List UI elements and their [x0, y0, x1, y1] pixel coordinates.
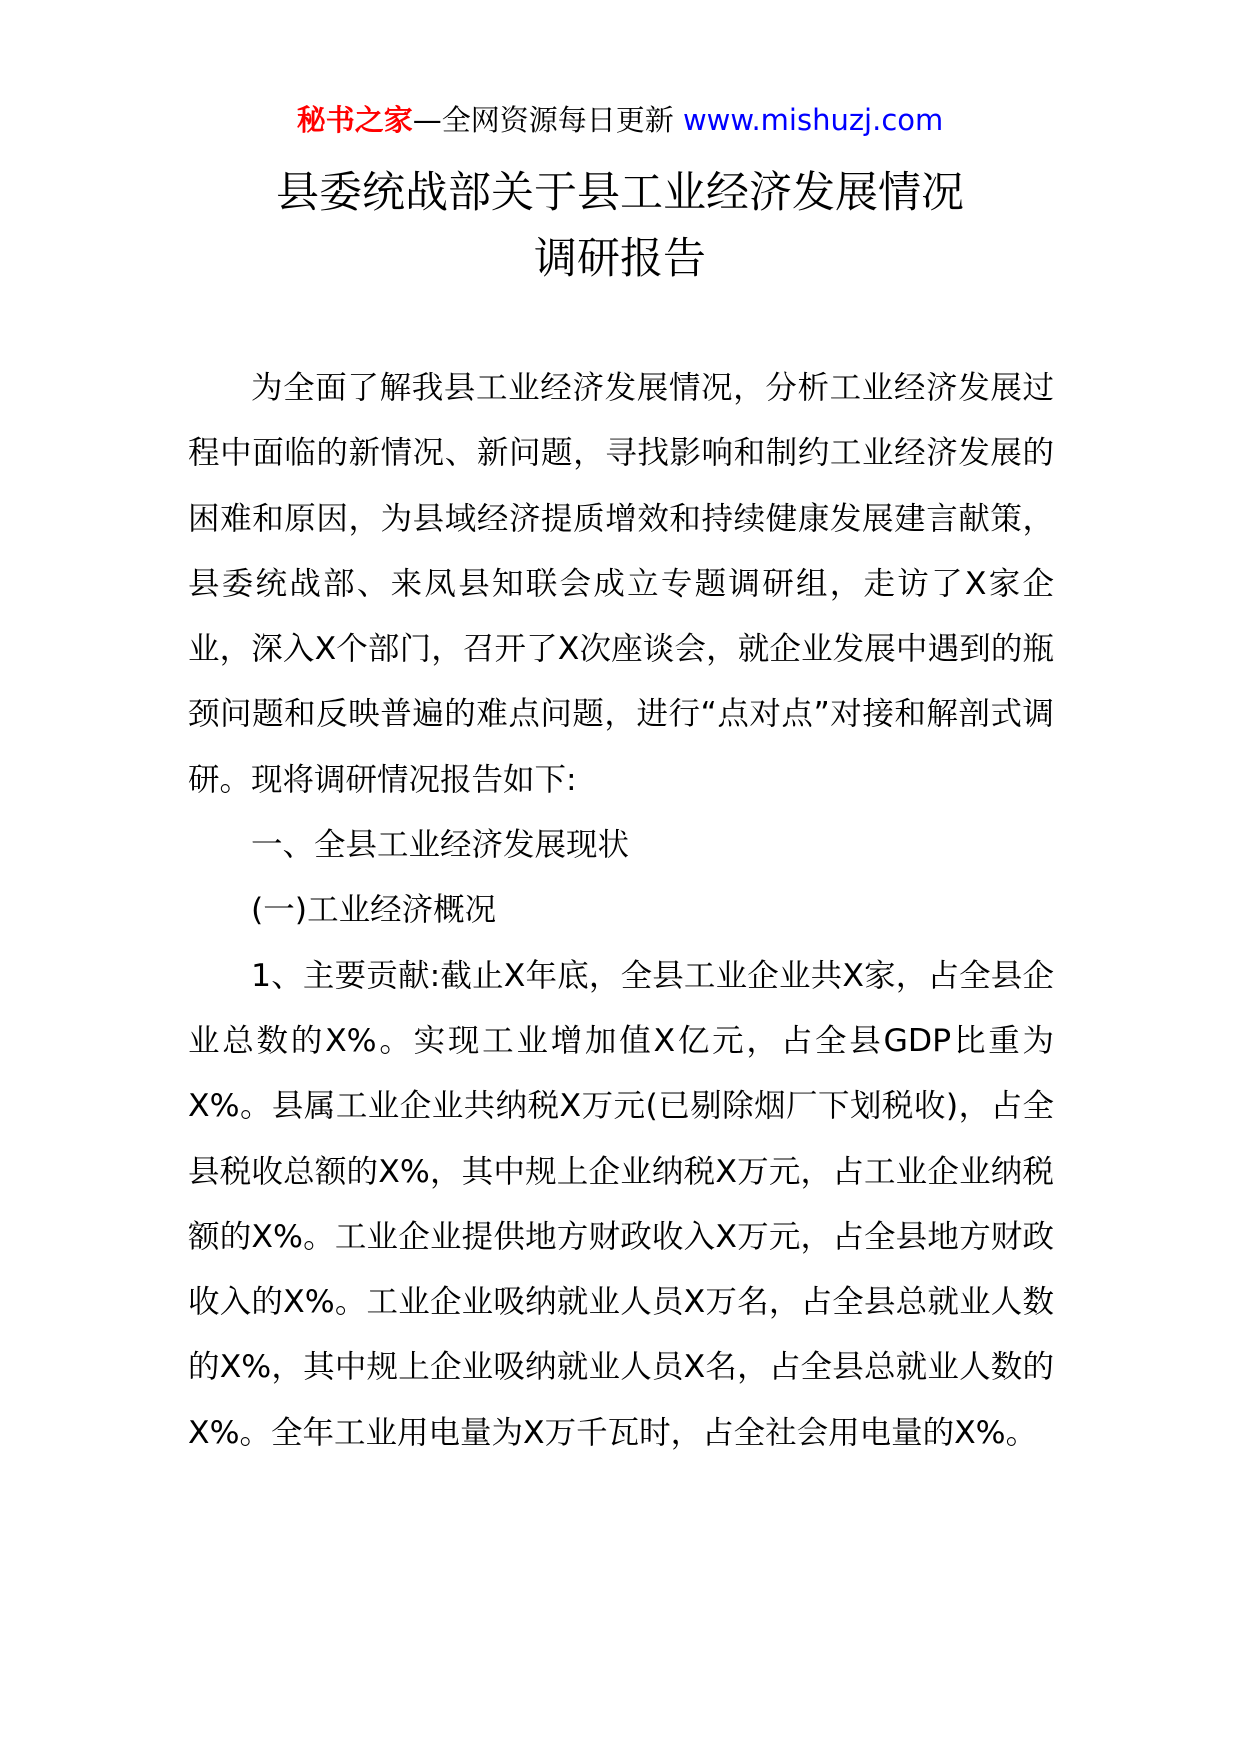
- document-title: [0, 160, 1240, 292]
- header-brand: 秘书之家: [296, 103, 413, 137]
- document-title-line-1: 县委统战部关于县工业经济发展情况: [276, 168, 964, 218]
- site-header: [0, 100, 1240, 140]
- subsection-heading-1: (一)工业经济概况: [251, 892, 497, 929]
- document-title-line-2: 调研报告: [534, 234, 706, 284]
- intro-paragraph: 为全面了解我县工业经济发展情况，分析工业经济发展过程中面临的新情况、新问题，寻找影响和制约工业经济发展的困难和原因，为县域经济提质增效和持续健康发展建言献策，县委统战部、来凤县知联会成立专题调研组，走访了X家企业，深入X个部门，召开了X次座谈会，就企业发展中遇到的瓶颈问题和反映普遍的难点问题，进行“点对点”对接和解剖式调研。现将调研情况报告如下:: [188, 370, 1054, 798]
- section-heading-1: 一、全县工业经济发展现状: [251, 827, 630, 864]
- document-body: [188, 356, 1054, 1466]
- header-url-link[interactable]: www.mishuzj.com: [682, 103, 944, 137]
- contribution-paragraph: 1、主要贡献:截止X年底，全县工业企业共X家，占全县企业总数的X%。实现工业增加值X亿元，占全县GDP比重为X%。县属工业企业共纳税X万元(已剔除烟厂下划税收)，占全县税收总额的X%，其中规上企业纳税X万元，占工业企业纳税额的X%。工业企业提供地方财政收入X万元，占全县地方财政收入的X%。工业企业吸纳就业人员X万名，占全县总就业人数的X%，其中规上企业吸纳就业人员X名，占全县总就业人数的X%。全年工业用电量为X万千瓦时，占全社会用电量的X%。: [188, 957, 1054, 1451]
- header-tagline: —全网资源每日更新: [412, 103, 674, 137]
